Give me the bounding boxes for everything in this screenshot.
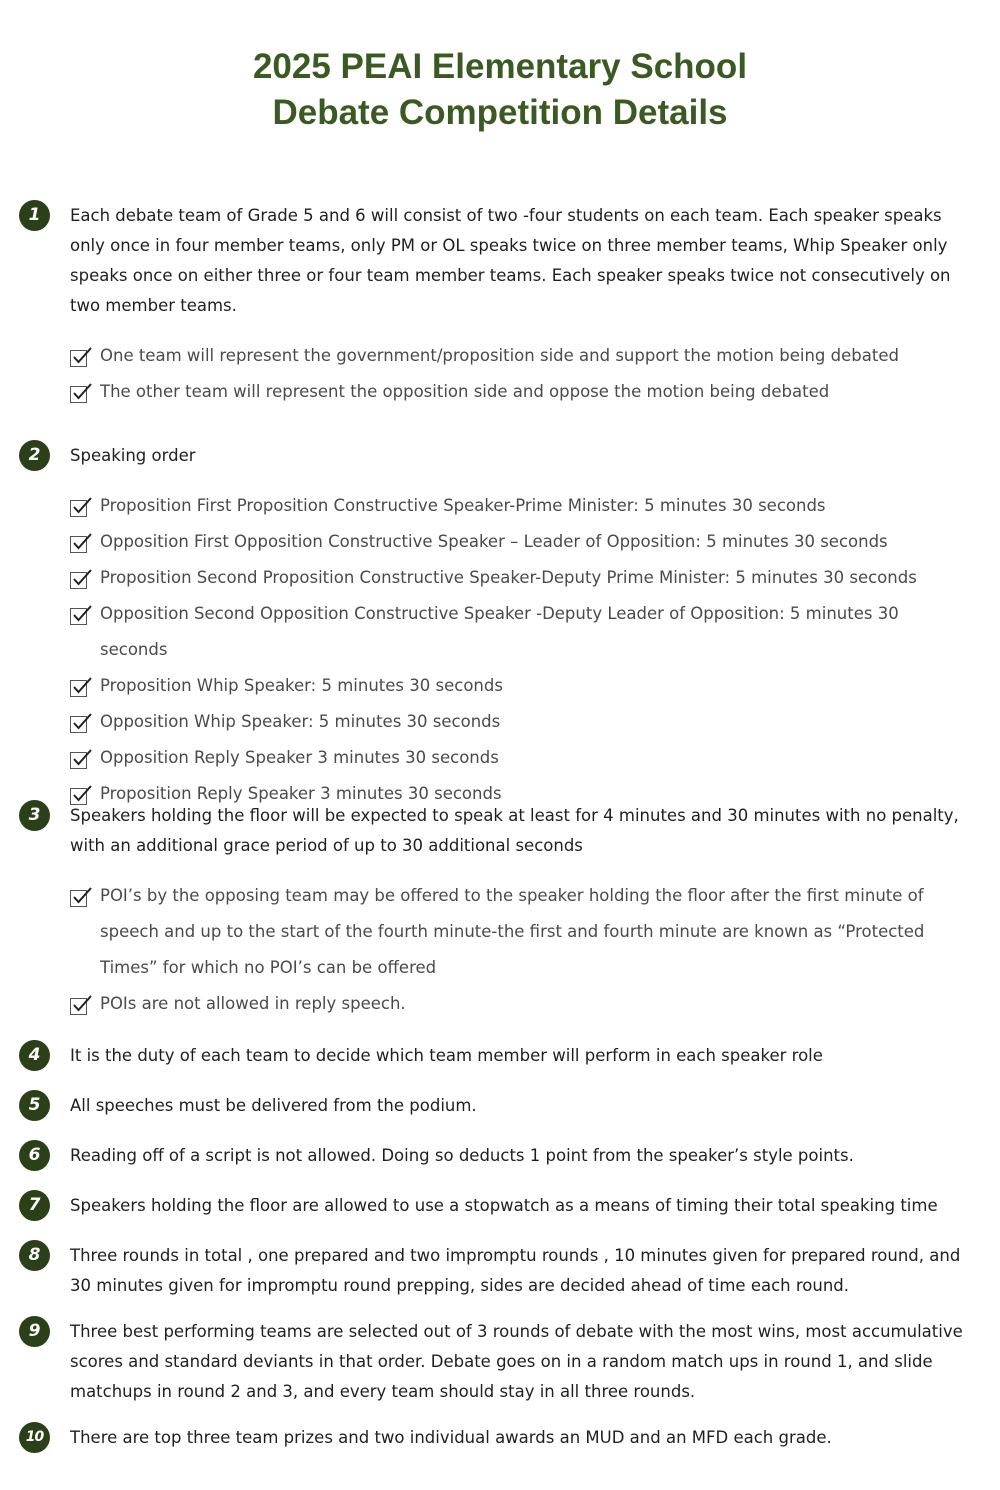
- item-text: All speeches must be delivered from the podium.: [70, 1096, 477, 1115]
- sub-item: POI’s by the opposing team may be offered to the speaker holding the floor after the first minute of speech and up to the start of the fourth minute-the first and fourth minute are known as “Protected Times” for which no POI’s can be offered: [70, 878, 970, 986]
- sub-list-1: [70, 338, 970, 410]
- checkbox-check-icon: [70, 749, 92, 769]
- number-badge: 5: [19, 1090, 50, 1121]
- number-badge: 9: [19, 1316, 50, 1347]
- item-text: Speakers holding the floor will be expected to speak at least for 4 minutes and 30 minutes with no penalty, with an additional grace period of up to 30 additional seconds: [70, 806, 959, 855]
- number-badge: 6: [19, 1140, 50, 1171]
- sub-item: Opposition Reply Speaker 3 minutes 30 seconds: [70, 740, 970, 776]
- item-text: Speakers holding the floor are allowed to use a stopwatch as a means of timing their total speaking time: [70, 1196, 938, 1215]
- checkbox-check-icon: [70, 569, 92, 589]
- sub-item: Opposition First Opposition Constructive Speaker – Leader of Opposition: 5 minutes 30 seconds: [70, 524, 970, 560]
- item-text: There are top three team prizes and two individual awards an MUD and an MFD each grade.: [70, 1428, 832, 1447]
- checkbox-check-icon: [70, 713, 92, 733]
- item-text: Three best performing teams are selected out of 3 rounds of debate with the most wins, most accumulative scores and standard deviants in that order. Debate goes on in a random match ups in round 1, and slide matchups in round 2 and 3, and every team should stay in all three rounds.: [70, 1322, 963, 1401]
- checkbox-check-icon: [70, 605, 92, 625]
- number-badge: 10: [19, 1422, 50, 1453]
- number-badge: 3: [19, 800, 50, 831]
- checkbox-check-icon: [70, 887, 92, 907]
- checkbox-check-icon: [70, 347, 92, 367]
- sub-item: Proposition First Proposition Constructive Speaker-Prime Minister: 5 minutes 30 seconds: [70, 488, 970, 524]
- title-line-1: 2025 PEAI Elementary School: [252, 47, 748, 86]
- sub-item: Proposition Reply Speaker 3 minutes 30 seconds: [70, 776, 970, 812]
- sub-item: Opposition Second Opposition Constructive Speaker -Deputy Leader of Opposition: 5 minutes 30 seconds: [70, 596, 970, 668]
- sub-list-2: [70, 488, 970, 812]
- number-badge: 2: [19, 440, 50, 471]
- checkbox-check-icon: [70, 497, 92, 517]
- item-text: Reading off of a script is not allowed. Doing so deducts 1 point from the speaker’s style points.: [70, 1146, 854, 1165]
- title-line-2: Debate Competition Details: [272, 93, 728, 132]
- item-text: Each debate team of Grade 5 and 6 will consist of two -four students on each team. Each speaker speaks only once in four member teams, only PM or OL speaks twice on three member teams, Whip Speaker only speaks once on either three or four team member teams. Each speaker speaks twice not consecutively on two member teams.: [70, 206, 951, 315]
- sub-item: Proposition Second Proposition Constructive Speaker-Deputy Prime Minister: 5 minutes 30 seconds: [70, 560, 970, 596]
- item-text: Speaking order: [70, 446, 196, 465]
- sub-item: POIs are not allowed in reply speech.: [70, 986, 970, 1022]
- number-badge: 7: [19, 1190, 50, 1221]
- item-text: It is the duty of each team to decide which team member will perform in each speaker role: [70, 1046, 823, 1065]
- checkbox-check-icon: [70, 383, 92, 403]
- sub-item: The other team will represent the opposition side and oppose the motion being debated: [70, 374, 970, 410]
- number-badge: 1: [19, 200, 50, 231]
- sub-item: One team will represent the government/proposition side and support the motion being debated: [70, 338, 970, 374]
- sub-list-3: [70, 878, 970, 1022]
- sub-item: Proposition Whip Speaker: 5 minutes 30 seconds: [70, 668, 970, 704]
- page-title: [0, 44, 1000, 136]
- checkbox-check-icon: [70, 995, 92, 1015]
- checkbox-check-icon: [70, 533, 92, 553]
- number-badge: 8: [19, 1240, 50, 1271]
- checkbox-check-icon: [70, 677, 92, 697]
- item-text: Three rounds in total , one prepared and two impromptu rounds , 10 minutes given for prepared round, and 30 minutes given for impromptu round prepping, sides are decided ahead of time each round.: [70, 1246, 961, 1295]
- sub-item: Opposition Whip Speaker: 5 minutes 30 seconds: [70, 704, 970, 740]
- number-badge: 4: [19, 1040, 50, 1071]
